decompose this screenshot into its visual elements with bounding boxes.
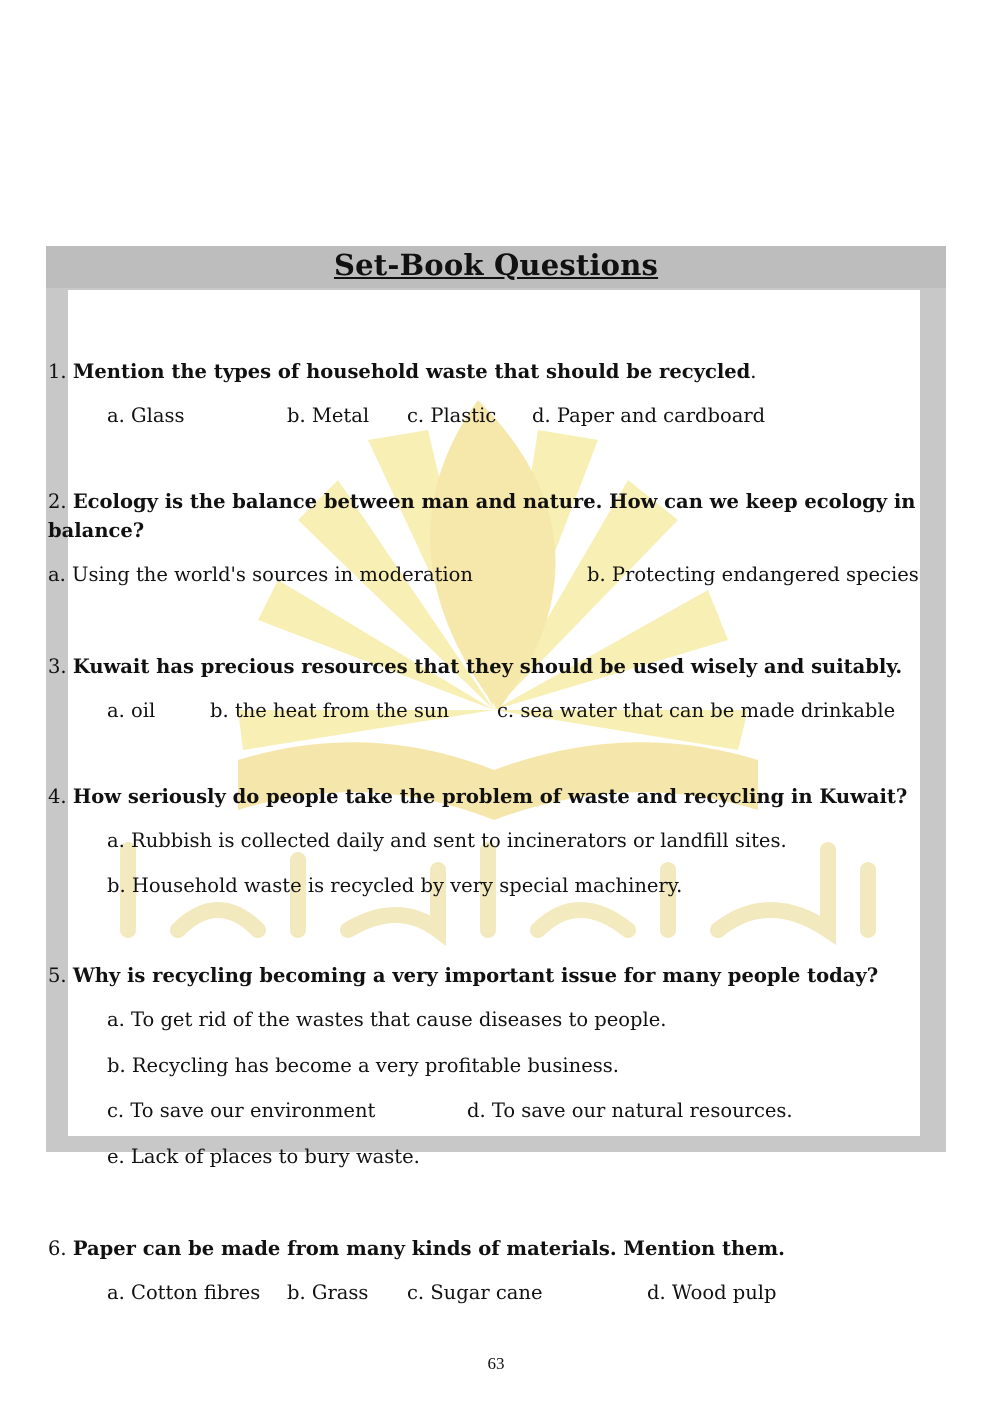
question-number: 1. (48, 360, 67, 383)
option: c. sea water that can be made drinkable (497, 699, 896, 722)
question-text: Paper can be made from many kinds of materials. Mention them. (72, 1237, 785, 1260)
option: c. To save our environment (107, 1099, 376, 1122)
option: d. Wood pulp (647, 1281, 777, 1304)
option: c. Sugar cane (407, 1281, 543, 1304)
option: a. oil (107, 699, 156, 722)
option: b. Grass (287, 1281, 369, 1304)
page-number: 63 (487, 1354, 505, 1373)
option: a. Using the world's sources in moderation (48, 563, 473, 586)
question-number: 6. (48, 1237, 67, 1260)
question-text: Why is recycling becoming a very important issue for many people today? (72, 964, 879, 987)
question-tail: . (750, 360, 757, 383)
page-title: Set-Book Questions (333, 248, 659, 282)
option: c. Plastic (407, 404, 497, 427)
option: e. Lack of places to bury waste. (107, 1145, 420, 1168)
question-text: Mention the types of household waste that should be recycled (72, 360, 751, 383)
question-number: 5. (48, 964, 67, 987)
question-number: 4. (48, 785, 67, 808)
option: a. Cotton fibres (107, 1281, 261, 1304)
question-3 (48, 652, 918, 681)
question-6 (48, 1234, 918, 1263)
option: b. Household waste is recycled by very special machinery. (107, 874, 683, 897)
option: d. Paper and cardboard (532, 404, 766, 427)
question-number: 2. (48, 490, 67, 513)
question-4 (48, 782, 918, 811)
option: b. the heat from the sun (210, 699, 449, 722)
question-5 (48, 961, 918, 990)
question-1 (48, 357, 918, 386)
option: d. To save our natural resources. (467, 1099, 793, 1122)
option: b. Recycling has become a very profitable business. (107, 1054, 619, 1077)
option: a. To get rid of the wastes that cause diseases to people. (107, 1008, 667, 1031)
question-text: Kuwait has precious resources that they should be used wisely and suitably. (72, 655, 903, 678)
question-text: Ecology is the balance between man and nature. How can we keep ecology in balance? (48, 490, 916, 542)
question-number: 3. (48, 655, 67, 678)
option: b. Protecting endangered species (587, 563, 919, 586)
option: a. Rubbish is collected daily and sent to incinerators or landfill sites. (107, 829, 787, 852)
question-2 (48, 487, 918, 545)
question-text: How seriously do people take the problem of waste and recycling in Kuwait? (72, 785, 908, 808)
option: a. Glass (107, 404, 185, 427)
option: b. Metal (287, 404, 370, 427)
